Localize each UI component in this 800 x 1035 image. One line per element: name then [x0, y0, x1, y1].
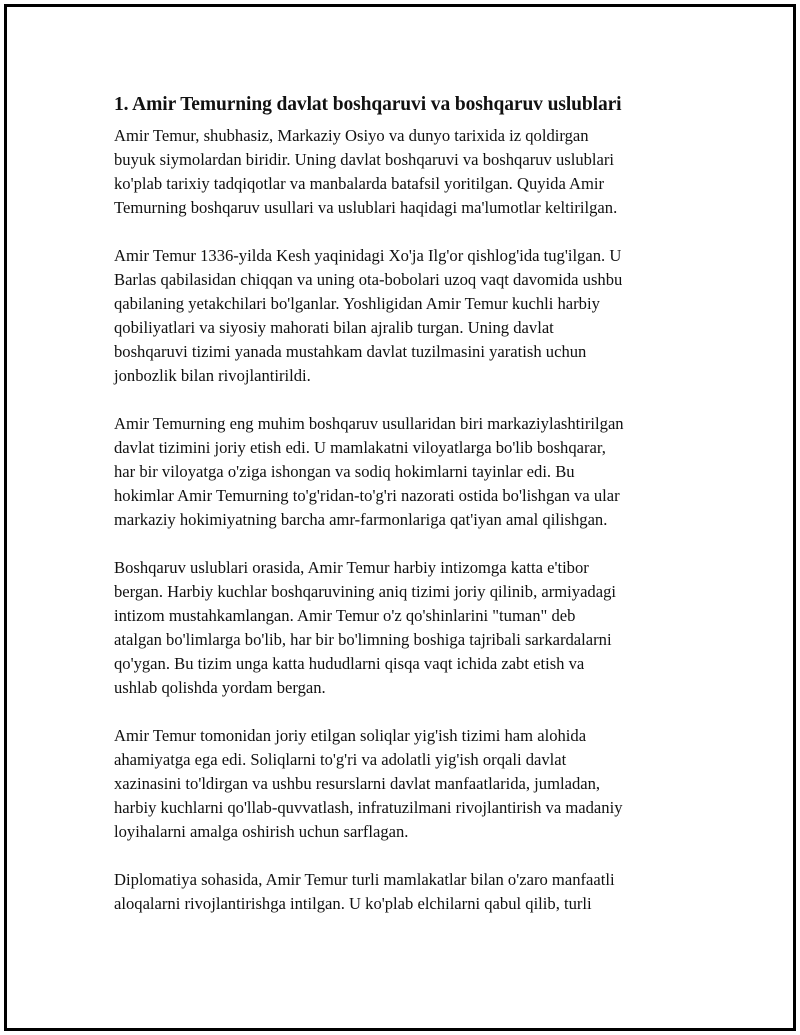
text-line: Amir Temur tomonidan joriy etilgan soliqlar yig'ish tizimi ham alohida — [114, 726, 587, 745]
text-line: davlat tizimini joriy etish edi. U mamlakatni viloyatlarga bo'lib boshqarar, — [114, 438, 606, 457]
text-line: Amir Temur 1336-yilda Kesh yaqinidagi Xo'ja Ilg'or qishlog'ida tug'ilgan. U — [114, 246, 622, 265]
paragraph-biography — [114, 244, 700, 388]
text-line: bergan. Harbiy kuchlar boshqaruvining aniq tizimi joriy qilinib, armiyadagi — [114, 582, 617, 601]
text-line: har bir viloyatga o'ziga ishongan va sodiq hokimlarni tayinlar edi. Bu — [114, 462, 575, 481]
text-line: boshqaruvi tizimi yanada mustahkam davlat tuzilmasini yaratish uchun — [114, 342, 587, 361]
text-line: ko'plab tarixiy tadqiqotlar va manbalarda batafsil yoritilgan. Quyida Amir — [114, 174, 605, 193]
text-line: atalgan bo'limlarga bo'lib, har bir bo'limning boshiga tajribali sarkardalarni — [114, 630, 612, 649]
text-line: intizom mustahkamlangan. Amir Temur o'z qo'shinlarini "tuman" deb — [114, 606, 576, 625]
paragraph-taxation — [114, 724, 700, 844]
text-line: buyuk siymolardan biridir. Uning davlat boshqaruvi va boshqaruv uslublari — [114, 150, 615, 169]
text-line: xazinasini to'ldirgan va ushbu resurslarni davlat manfaatlarida, jumladan, — [114, 774, 601, 793]
paragraph-centralization — [114, 412, 700, 532]
paragraph-intro — [114, 124, 700, 220]
text-line: hokimlar Amir Temurning to'g'ridan-to'g'ri nazorati ostida bo'lishgan va ular — [114, 486, 620, 505]
paragraph-diplomacy — [114, 868, 700, 916]
text-line: loyihalarni amalga oshirish uchun sarflagan. — [114, 822, 409, 841]
text-line: Temurning boshqaruv usullari va uslublari haqidagi ma'lumotlar keltirilgan. — [114, 198, 618, 217]
text-line: Boshqaruv uslublari orasida, Amir Temur harbiy intizomga katta e'tibor — [114, 558, 589, 577]
text-line: qabilaning yetakchilari bo'lganlar. Yoshligidan Amir Temur kuchli harbiy — [114, 294, 600, 313]
text-line: jonbozlik bilan rivojlantirildi. — [114, 366, 311, 385]
text-line: harbiy kuchlarni qo'llab-quvvatlash, infratuzilmani rivojlantirish va madaniy — [114, 798, 623, 817]
text-line: markaziy hokimiyatning barcha amr-farmonlariga qat'iyan amal qilishgan. — [114, 510, 608, 529]
text-line: Amir Temurning eng muhim boshqaruv usullaridan biri markaziylashtirilgan — [114, 414, 624, 433]
text-line: Amir Temur, shubhasiz, Markaziy Osiyo va dunyo tarixida iz qoldirgan — [114, 126, 589, 145]
text-line: ushlab qolishda yordam bergan. — [114, 678, 326, 697]
paragraph-military — [114, 556, 700, 700]
text-line: qobiliyatlari va siyosiy mahorati bilan ajralib turgan. Uning davlat — [114, 318, 554, 337]
text-line: ahamiyatga ega edi. Soliqlarni to'g'ri va adolatli yig'ish orqali davlat — [114, 750, 567, 769]
document-body — [114, 92, 700, 940]
text-line: Barlas qabilasidan chiqqan va uning ota-bobolari uzoq vaqt davomida ushbu — [114, 270, 623, 289]
text-line: aloqalarni rivojlantirishga intilgan. U ko'plab elchilarni qabul qilib, turli — [114, 894, 592, 913]
text-line: Diplomatiya sohasida, Amir Temur turli mamlakatlar bilan o'zaro manfaatli — [114, 870, 615, 889]
section-heading: 1. Amir Temurning davlat boshqaruvi va boshqaruv uslublari — [114, 94, 622, 115]
text-line: qo'ygan. Bu tizim unga katta hududlarni qisqa vaqt ichida zabt etish va — [114, 654, 585, 673]
